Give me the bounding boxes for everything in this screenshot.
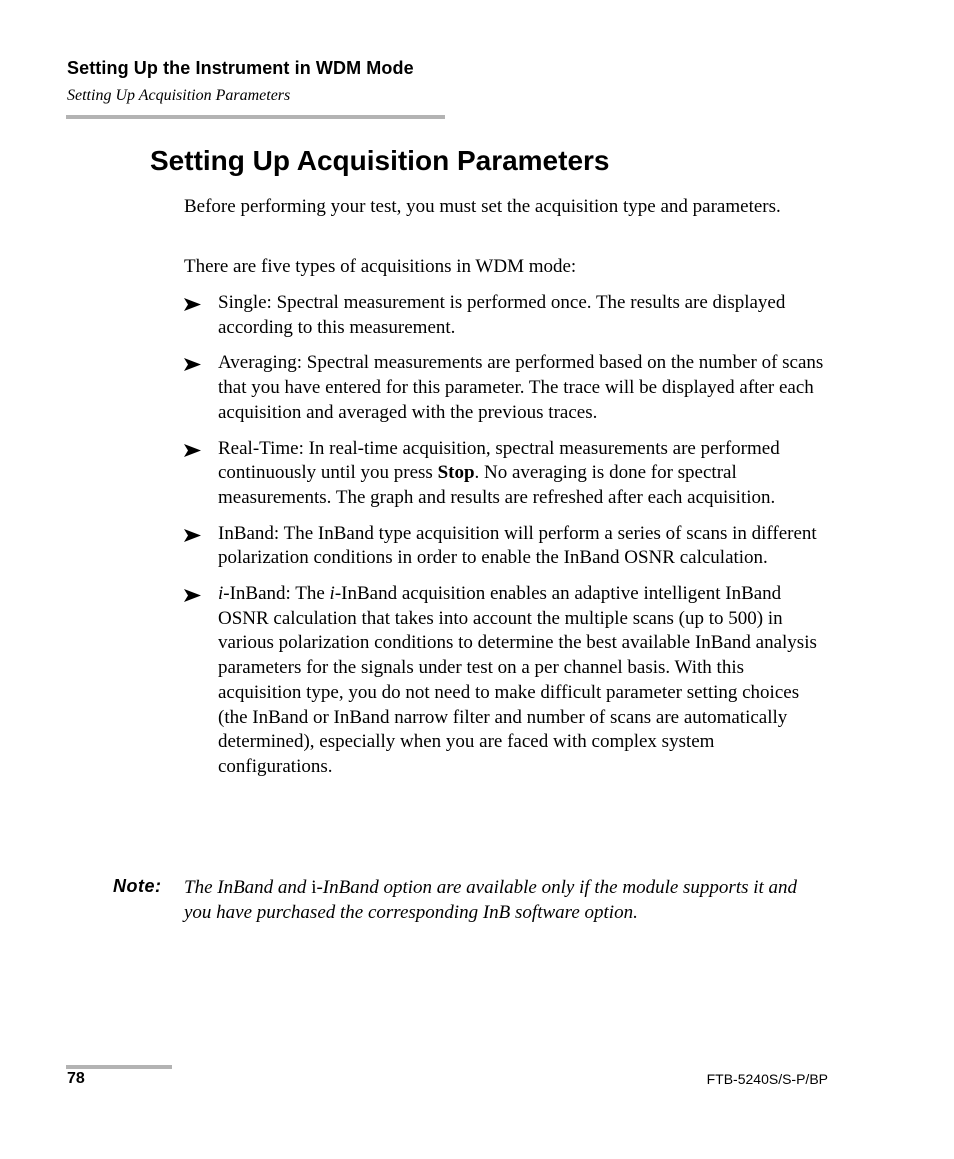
arrowhead-bullet-icon xyxy=(184,529,201,542)
arrowhead-bullet-icon xyxy=(184,444,201,457)
list-item-i-inband xyxy=(184,582,824,780)
arrowhead-bullet-icon xyxy=(184,298,201,311)
list-item-text: . No averaging is done for spectral measurements. The graph and results are refreshed after each acquisition. xyxy=(218,462,776,508)
arrowhead-bullet-icon xyxy=(184,358,201,371)
italic-i-prefix: i xyxy=(218,583,224,605)
list-item-inband xyxy=(184,522,824,571)
header-divider xyxy=(66,115,445,119)
product-code: FTB-5240S/S-P/BP xyxy=(706,1071,828,1087)
intro-paragraph: Before performing your test, you must set the acquisition type and parameters. xyxy=(184,196,781,217)
note-label: Note: xyxy=(113,876,162,896)
list-item-text: InBand: The InBand type acquisition will perform a series of scans in different polarization conditions in order to enable the InBand OSNR calculation. xyxy=(218,522,817,569)
list-intro-paragraph: There are five types of acquisitions in WDM mode: xyxy=(184,256,577,277)
acquisition-types-list xyxy=(184,291,824,791)
list-item-text: Single: Spectral measurement is performed once. The results are displayed according to this measurement. xyxy=(218,292,786,338)
note-text-part: -InBand option are available only if the module supports it and you have purchased the corresponding InB software option. xyxy=(184,877,798,923)
section-subtitle: Setting Up Acquisition Parameters xyxy=(67,87,291,104)
note-text xyxy=(184,876,824,925)
note-upright-i: i xyxy=(311,877,317,898)
list-item-averaging xyxy=(184,351,824,425)
list-item-text: -InBand acquisition enables an adaptive intelligent InBand OSNR calculation that takes into account the multiple scans (up to 500) in various polarization conditions to determine the best available InBand analysis parameters for the signals under test on a per channel basis. With this acquisition type, you do not need to make difficult parameter setting choices (the InBand or InBand narrow filter and number of scans are automatically determined), especially when you are faced with complex system configurations. xyxy=(218,583,817,777)
list-item-text: Real-Time: In real-time acquisition, spectral measurements are performed continuously until you press xyxy=(218,437,780,484)
list-item-text: -InBand: The xyxy=(223,583,330,605)
list-item-real-time xyxy=(184,437,824,511)
footer-divider xyxy=(66,1065,172,1069)
page-title: Setting Up Acquisition Parameters xyxy=(150,145,610,176)
italic-i-prefix: i xyxy=(329,583,335,605)
list-item-text: Averaging: Spectral measurements are performed based on the number of scans that you have entered for this parameter. The trace will be displayed after each acquisition and averaged with the previous traces. xyxy=(218,352,824,423)
page-number: 78 xyxy=(67,1070,85,1087)
note-text-part: The InBand and xyxy=(184,877,312,898)
chapter-title: Setting Up the Instrument in WDM Mode xyxy=(67,58,414,78)
arrowhead-bullet-icon xyxy=(184,589,201,602)
stop-keyword: Stop xyxy=(437,462,475,484)
list-item-single xyxy=(184,291,824,340)
